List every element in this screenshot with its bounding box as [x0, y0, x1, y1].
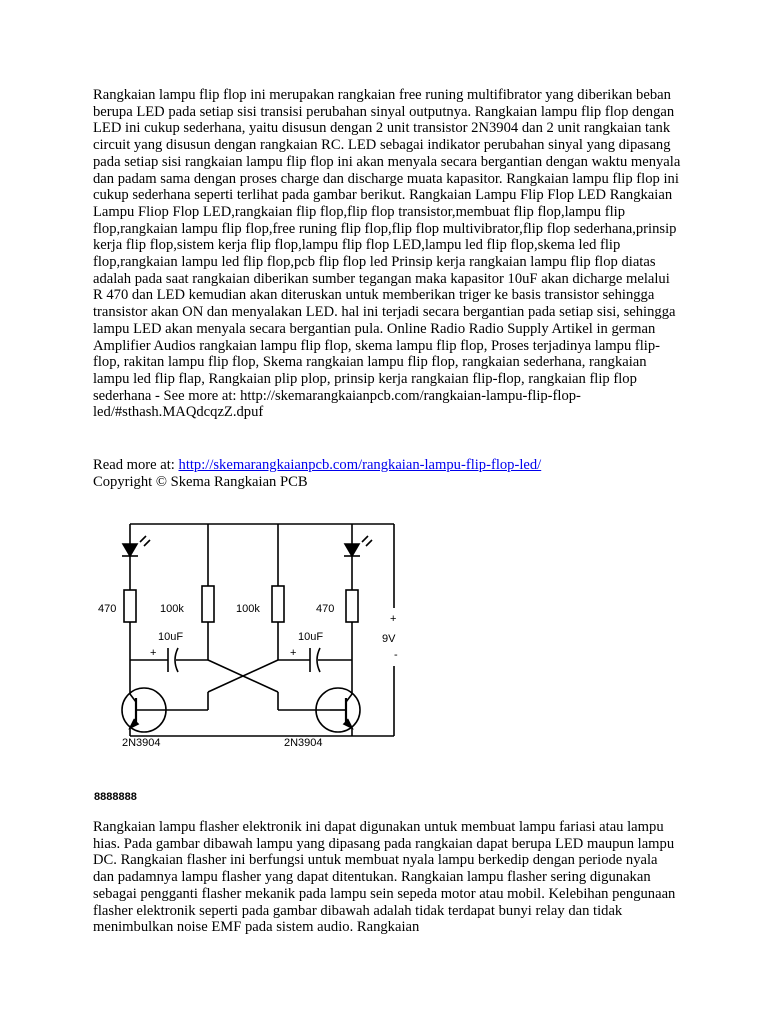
- read-more-line: [93, 457, 683, 474]
- resistor-100k-left: [202, 586, 214, 622]
- resistor-470-left: [124, 590, 136, 622]
- label-battery-minus: -: [394, 649, 398, 661]
- copyright-line: Copyright © Skema Rangkaian PCB: [93, 474, 308, 490]
- resistor-470-right: [346, 590, 358, 622]
- label-cap-plus-left: +: [150, 647, 157, 659]
- label-transistor-left: 2N3904: [122, 737, 161, 749]
- read-more-link[interactable]: http://skemarangkaianpcb.com/rangkaian-lampu-flip-flop-led/: [178, 457, 542, 473]
- led-right: [344, 536, 372, 556]
- resistor-100k-right: [272, 586, 284, 622]
- section-marker: 8888888: [94, 791, 137, 803]
- label-r-led-left: 470: [98, 603, 117, 615]
- intro-paragraph: Rangkaian lampu flip flop ini merupakan rangkaian free runing multifibrator yang diberikan beban berupa LED pada setiap sisi transisi perubahan sinyal outputnya. Rangkaian lampu flip flop dengan LED ini cukup sederhana, yaitu disusun dengan 2 unit transistor 2N3904 dan 2 unit rangkaian tank circuit yang disusun dengan rangkaian RC. LED sebagai indikator perubahan sinyal yang dipasang pada setiap sisi rangkaian lampu flip flop ini akan menyala secara bergantian dengan waktu menyala dan padam sama dengan proses charge dan discharge muata kapasitor. Rangkaian lampu flip flop ini cukup sederhana seperti terlihat pada gambar berikut. Rangkaian Lampu Flip Flop LED Rangkaian Lampu Fliop Flop LED,rangkaian flip flop,flip flop transistor,membuat flip flop,lampu flip flop,rangkaian lampu flip flop,free runing flip flop,flip flop multivibrator,flip flop sederhana,prinsip kerja flip flop,sistem kerja flip flop,lampu flip flop LED,lampu led flip flop,skema led flip flop,rangkaian lampu led flip flop,pcb flip flop led Prinsip kerja rangkaian lampu flip flop diatas adalah pada saat rangkaian diberikan sumber tegangan maka kapasitor 10uF akan dicharge melalui R 470 dan LED kemudian akan diteruskan untuk memberikan triger ke basis transistor sehingga transistor akan ON dan menyalakan LED. hal ini terjadi secara bergantian pada setiap sisi, sehingga lampu LED akan menyala secara bergantian pula. Online Radio Radio Supply Artikel in german Amplifier Audios rangkaian lampu flip flop, skema lampu flip flop, Proses terjadinya lampu flip-flop, rakitan lampu flip flop, Skema rangkaian lampu flip flop, rangkaian sederhana, rangkaian lampu led flip flap, Rangkaian plip plop, prinsip kerja rangkaian flip-flop, rangkaian flip flop sederhana - See more at: http://skemarangkaianpcb.com/rangkaian-lampu-flip-flop-led/#sthash.MAQdcqzZ.dpuf: [93, 87, 681, 421]
- label-battery-plus: +: [390, 613, 397, 625]
- label-battery: 9V: [382, 633, 396, 645]
- flasher-paragraph: Rangkaian lampu flasher elektronik ini dapat digunakan untuk membuat lampu fariasi atau lampu hias. Pada gambar dibawah lampu yang dipasang pada rangkaian dapat berupa LED maupun lampu DC. Rangkaian flasher ini berfungsi untuk membuat nyala lampu berkedip dengan periode nyala dan padamnya lampu flasher yang dapat ditentukan. Rangkaian lampu flasher sering digunakan sebagai pengganti flasher mekanik pada lampu sein sepeda motor atau mobil. Kelebihan pengunaan flasher elektronik seperti pada gambar dibawah adalah tidak terdapat bunyi relay dan tidak menimbulkan noise EMF pada sistem audio. Rangkaian: [93, 819, 676, 936]
- read-more-prefix: Read more at:: [93, 457, 179, 473]
- label-cap-plus-right: +: [290, 647, 297, 659]
- led-left: [122, 536, 150, 556]
- label-cap-left: 10uF: [158, 631, 184, 643]
- label-r-led-right: 470: [316, 603, 335, 615]
- label-transistor-right: 2N3904: [284, 737, 323, 749]
- label-r-base-right: 100k: [236, 603, 260, 615]
- flip-flop-circuit-diagram: [92, 516, 412, 756]
- label-cap-right: 10uF: [298, 631, 324, 643]
- label-r-base-left: 100k: [160, 603, 184, 615]
